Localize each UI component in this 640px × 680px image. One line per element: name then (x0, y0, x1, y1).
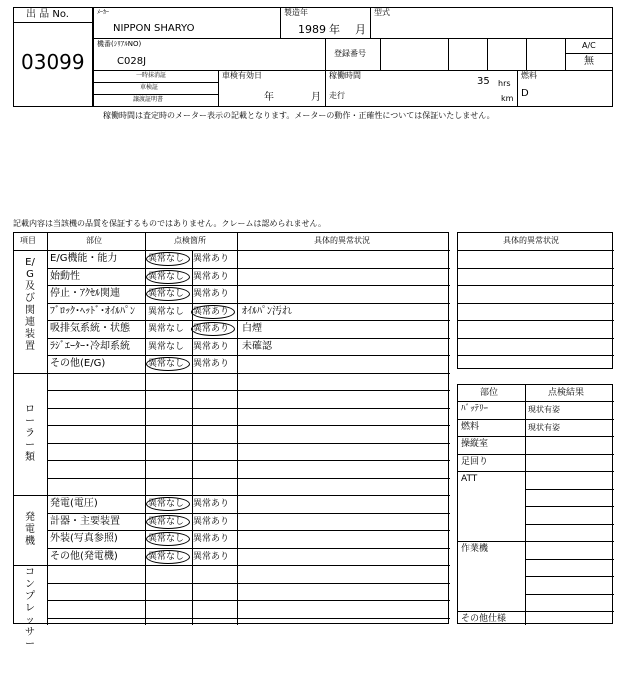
col-part-header: 部位 (86, 236, 102, 245)
abnormal-option: 異常あり (193, 499, 230, 509)
hours-label: 稼働時間 (329, 71, 361, 80)
disclaimer: 記載内容は当該機の品質を保証するものではありません。クレームは認められません。 (13, 219, 326, 228)
serial-label: 機番(ｼﾘｱﾙNO) (97, 40, 142, 48)
normal-option: 異常なし (148, 551, 185, 562)
normal-circle-mark (146, 532, 190, 546)
transfer-cert-label: 譲渡証明書 (133, 96, 164, 103)
side-row-part: 作業機 (461, 544, 489, 554)
side-row-part: 足回り (461, 456, 489, 467)
abnormal-option: 異常あり (193, 359, 230, 369)
row-part: その他(E/G) (50, 358, 106, 369)
normal-circle-mark (146, 357, 190, 371)
row-detail: 未確認 (242, 340, 272, 352)
side-detail-header: 具体的異常状況 (503, 236, 559, 245)
inspection-cert-label: 車検証 (140, 84, 159, 91)
abnormal-option: 異常あり (193, 534, 230, 544)
section-label: 発電機 (25, 512, 35, 547)
row-part: 停止・ｱｸｾﾙ関連 (50, 288, 120, 299)
side-row-part: ATT (461, 474, 478, 484)
normal-option: 異常なし (148, 306, 185, 317)
row-part: E/G機能・能力 (50, 253, 118, 264)
side-row-part: その他仕様 (461, 614, 507, 624)
normal-option: 異常なし (148, 499, 185, 509)
normal-option: 異常なし (148, 534, 185, 544)
fuel-label: 燃料 (521, 71, 537, 80)
abnormal-circle-mark (191, 305, 235, 319)
registration-label: 登録番号 (334, 49, 366, 58)
normal-circle-mark (146, 252, 190, 266)
maker-label: ﾒｰｶｰ (97, 9, 110, 16)
abnormal-option: 異常あり (193, 516, 230, 527)
side-row-result: 現状有姿 (528, 422, 560, 432)
side-result-header: 点検結果 (548, 388, 585, 398)
hours-unit: hrs (498, 79, 511, 88)
side-detail-table (457, 232, 613, 369)
abnormal-circle-mark (191, 322, 235, 336)
normal-circle-mark (146, 497, 190, 511)
normal-circle-mark (146, 287, 190, 301)
inspection-month-unit: 月 (311, 92, 321, 103)
normal-option: 異常なし (148, 341, 185, 352)
abnormal-option: 異常あり (193, 306, 230, 317)
side-part-header: 部位 (480, 388, 499, 398)
side-result-table (457, 384, 613, 624)
row-part: その他(発電機) (50, 550, 118, 562)
mileage-label: 走行 (329, 91, 345, 100)
ac-label: A/C (582, 41, 596, 50)
row-part: 始動性 (50, 270, 80, 282)
abnormal-option: 異常あり (193, 271, 230, 282)
side-row-result: 現状有姿 (528, 405, 560, 414)
inspection-valid-label: 車検有効日 (222, 71, 262, 80)
normal-option: 異常なし (148, 516, 185, 527)
side-row-part: ﾊﾞｯﾃﾘｰ (461, 404, 489, 414)
temp-permit-label: 一時抹消証 (136, 72, 167, 79)
mileage-unit: km (501, 94, 514, 103)
year-value: 1989 (298, 23, 326, 36)
normal-option: 異常なし (148, 359, 185, 369)
normal-option: 異常なし (148, 254, 185, 264)
abnormal-option: 異常あり (193, 254, 230, 264)
normal-option: 異常なし (148, 324, 185, 334)
lot-label: 出 品 No. (26, 9, 69, 20)
inspection-year-unit: 年 (264, 92, 274, 103)
normal-option: 異常なし (148, 271, 185, 282)
section-label: ローラー類 (25, 403, 35, 463)
model-label: 型式 (374, 8, 390, 17)
serial-value: C028J (117, 56, 147, 67)
row-part: ﾌﾞﾛｯｸ･ﾍｯﾄﾞ･ｵｲﾙﾊﾟﾝ (50, 305, 135, 317)
section-label: コンプレッサー (25, 567, 35, 650)
side-row-part: 操縦室 (461, 439, 489, 449)
month-unit: 月 (355, 23, 366, 36)
row-part: 吸排気系統・状態 (50, 323, 130, 334)
section-label: E/G及び関連装置 (25, 257, 35, 353)
side-row-part: 燃料 (461, 421, 480, 432)
col-item-header: 項目 (20, 236, 36, 245)
row-part: 計器・主要装置 (50, 515, 120, 527)
maker-value: NIPPON SHARYO (113, 23, 195, 34)
year-unit: 年 (329, 23, 340, 36)
abnormal-option: 異常あり (193, 341, 230, 352)
ac-value: 無 (584, 56, 594, 67)
abnormal-option: 異常あり (193, 551, 230, 562)
lot-number: 03099 (21, 50, 85, 74)
row-detail: ｵｲﾙﾊﾟﾝ汚れ (242, 305, 292, 317)
normal-option: 異常なし (148, 289, 185, 299)
inspection-table (13, 232, 449, 650)
normal-circle-mark (146, 270, 190, 284)
col-detail-header: 具体的異常状況 (314, 236, 370, 245)
row-part: 外装(写真参照) (50, 533, 118, 544)
normal-circle-mark (146, 550, 190, 564)
normal-circle-mark (146, 515, 190, 529)
year-label: 製造年 (284, 8, 308, 17)
abnormal-option: 異常あり (193, 289, 230, 299)
row-part: 発電(電圧) (50, 498, 98, 509)
hours-value: 35 (477, 76, 490, 87)
row-part: ﾗｼﾞｴｰﾀｰ･冷却系統 (50, 340, 130, 352)
fuel-value: D (521, 88, 529, 99)
row-detail: 白煙 (242, 323, 262, 334)
col-check-header: 点検箇所 (174, 236, 206, 245)
abnormal-option: 異常あり (193, 324, 230, 334)
hours-note: 稼働時間は査定時のメーター表示の記載となります。メーターの動作・正確性については保証いたしません。 (103, 111, 495, 120)
